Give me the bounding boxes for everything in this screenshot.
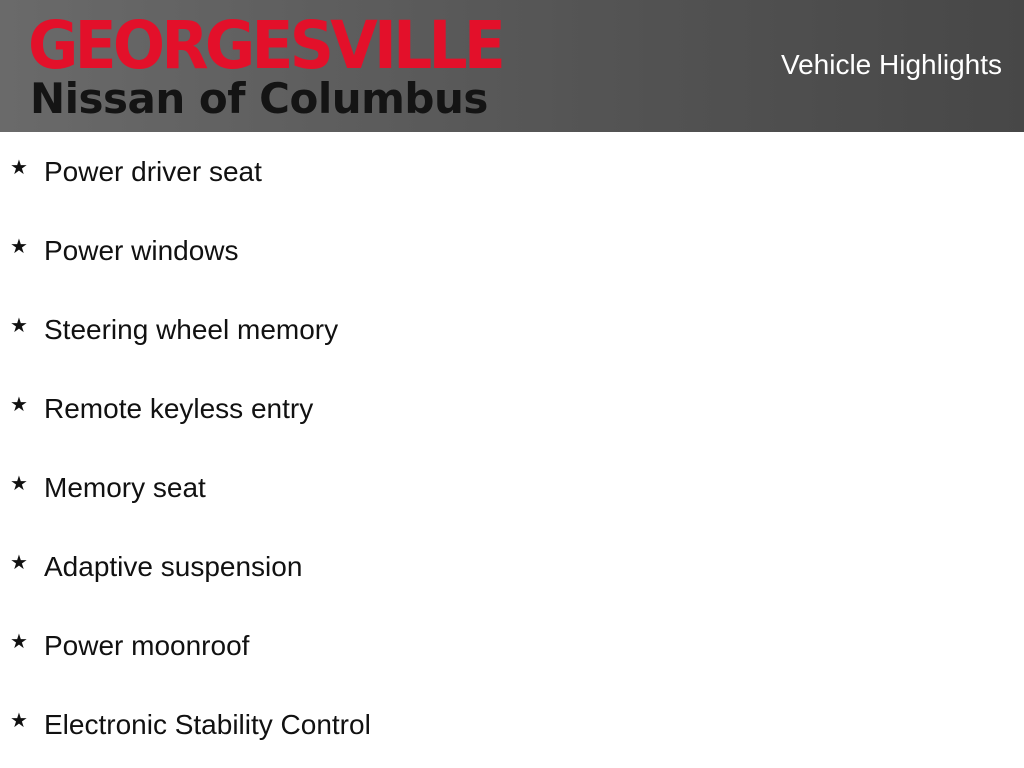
- list-item: [0, 290, 1024, 369]
- star-icon: ★: [10, 710, 28, 732]
- highlight-text: Adaptive suspension: [44, 551, 303, 582]
- list-item: [0, 606, 1024, 685]
- list-item: [0, 211, 1024, 290]
- list-item: [0, 527, 1024, 606]
- list-item: [0, 685, 1024, 764]
- highlight-text: Remote keyless entry: [44, 393, 314, 424]
- star-icon: ★: [10, 236, 28, 258]
- star-icon: ★: [10, 157, 28, 179]
- list-item: [0, 448, 1024, 527]
- page-title: Vehicle Highlights: [780, 49, 1002, 80]
- highlight-text: Electronic Stability Control: [44, 709, 371, 740]
- highlight-text: Power moonroof: [44, 630, 250, 661]
- header-banner: [0, 0, 1024, 132]
- highlight-text: Power driver seat: [44, 156, 262, 187]
- star-icon: ★: [10, 473, 28, 495]
- star-icon: ★: [10, 631, 28, 653]
- logo-wordmark-nissan-of-columbus: Nissan of Columbus: [30, 74, 488, 123]
- vehicle-highlights-list: [0, 132, 1024, 764]
- highlight-text: Power windows: [44, 235, 239, 266]
- highlight-text: Memory seat: [44, 472, 206, 503]
- highlight-text: Steering wheel memory: [44, 314, 339, 345]
- list-item: [0, 132, 1024, 211]
- logo-wordmark-georgesville: GEORGESVILLE: [28, 7, 503, 84]
- list-item: [0, 369, 1024, 448]
- star-icon: ★: [10, 552, 28, 574]
- star-icon: ★: [10, 315, 28, 337]
- dealer-logo: [28, 8, 573, 124]
- star-icon: ★: [10, 394, 28, 416]
